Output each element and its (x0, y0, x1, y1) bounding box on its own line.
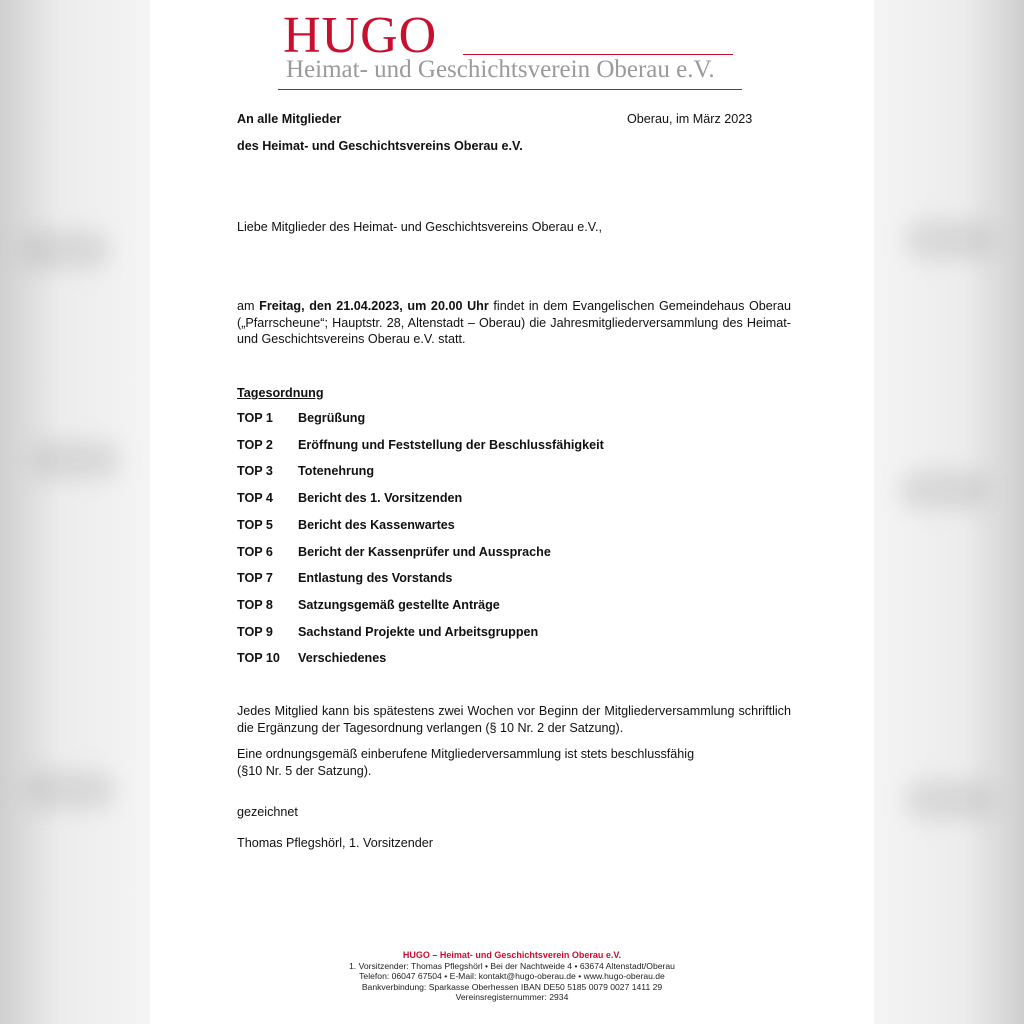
quorum-line-1: Eine ordnungsgemäß einberufene Mitgliederversammlung ist stets beschlussfähig (237, 747, 695, 761)
meeting-date: Freitag, den 21.04.2023, um 20.00 Uhr (259, 299, 489, 313)
footer-title: HUGO – Heimat- und Geschichtsverein Oberau e.V. (402, 950, 622, 960)
agenda-item-number: TOP 10 (237, 651, 280, 666)
background-smear (900, 470, 990, 510)
agenda-item-number: TOP 5 (237, 517, 273, 532)
agenda-item (237, 625, 538, 639)
signed-label: gezeichnet (237, 805, 298, 819)
agenda-item-text: Verschiedenes (298, 651, 387, 666)
agenda-item-text: Bericht des Kassenwartes (298, 517, 455, 532)
background-smear (905, 780, 995, 820)
agenda-item-number: TOP 9 (237, 624, 273, 639)
recipient-line-1: An alle Mitglieder (237, 112, 342, 126)
agenda-item-text: Begrüßung (298, 411, 366, 425)
agenda-item-text: Eröffnung und Feststellung der Beschlussfähigkeit (298, 437, 604, 452)
letter-page (150, 0, 874, 1024)
agenda-item (237, 598, 500, 612)
intro-post: findet in dem Evangelischen Gemeindehaus Oberau („Pfarrscheune“; Hauptstr. 28, Altenstadt – Oberau) die Jahresmitgliederversammlung des Heimat- und Geschichtsvereins Oberau e.V. statt. (237, 299, 791, 346)
hugo-logo (278, 7, 738, 86)
background-smear (20, 230, 110, 270)
agenda-item-number: TOP 4 (237, 491, 273, 506)
agenda-item (237, 438, 604, 452)
recipient-line-2: des Heimat- und Geschichtsvereins Oberau e.V. (237, 139, 523, 153)
place-date: Oberau, im März 2023 (627, 112, 753, 126)
agenda-item (237, 571, 452, 585)
agenda-item-number: TOP 8 (237, 597, 273, 612)
agenda-item (237, 464, 374, 478)
footer-line-4: Vereinsregisternummer: 2934 (455, 992, 569, 1003)
agenda-item-number: TOP 3 (237, 464, 273, 479)
salutation: Liebe Mitglieder des Heimat- und Geschichtsvereins Oberau e.V., (237, 220, 602, 234)
footer-line-3: Bankverbindung: Sparkasse Oberhessen IBAN DE50 5185 0079 0027 1411 29 (361, 981, 663, 992)
footer-line-1: 1. Vorsitzender: Thomas Pflegshörl • Bei der Nachtweide 4 • 63674 Altenstadt/Oberau (349, 960, 675, 971)
logo-subtitle: Heimat- und Geschichtsverein Oberau e.V. (286, 56, 715, 83)
agenda-item (237, 411, 365, 425)
amendment-paragraph: Jedes Mitglied kann bis spätestens zwei Wochen vor Beginn der Mitgliederversammlung schriftlich die Ergänzung der Tagesordnung verlangen (§ 10 Nr. 2 der Satzung). (237, 704, 791, 735)
logo-rule-bottom (278, 89, 742, 90)
agenda-item (237, 518, 455, 532)
agenda-item (237, 651, 386, 665)
footer (150, 950, 874, 1003)
signature: Thomas Pflegshörl, 1. Vorsitzender (237, 836, 433, 850)
background-smear (25, 770, 115, 810)
agenda-item-text: Totenehrung (298, 464, 375, 479)
footer-line-2: Telefon: 06047 67504 • E-Mail: kontakt@hugo-oberau.de • www.hugo-oberau.de (359, 971, 665, 982)
agenda-item-text: Bericht des 1. Vorsitzenden (298, 491, 463, 506)
intro-pre: am (237, 299, 260, 313)
background-smear (30, 440, 120, 480)
agenda-item (237, 491, 462, 505)
agenda-item-text: Bericht der Kassenprüfer und Aussprache (298, 544, 551, 559)
intro-paragraph (237, 298, 791, 348)
agenda-item-number: TOP 2 (237, 437, 273, 452)
agenda-item (237, 545, 551, 559)
agenda-item-text: Entlastung des Vorstands (298, 571, 453, 586)
quorum-line-2: (§10 Nr. 5 der Satzung). (237, 764, 372, 778)
agenda-item-text: Sachstand Projekte und Arbeitsgruppen (298, 624, 539, 639)
agenda-item-number: TOP 1 (237, 411, 273, 425)
agenda-item-text: Satzungsgemäß gestellte Anträge (298, 597, 500, 612)
logo-rule-top (463, 54, 733, 55)
agenda-item-number: TOP 7 (237, 571, 273, 586)
agenda-heading: Tagesordnung (237, 386, 324, 400)
agenda-item-number: TOP 6 (237, 544, 273, 559)
logo-title: HUGO (283, 7, 438, 64)
background-smear (905, 220, 995, 260)
